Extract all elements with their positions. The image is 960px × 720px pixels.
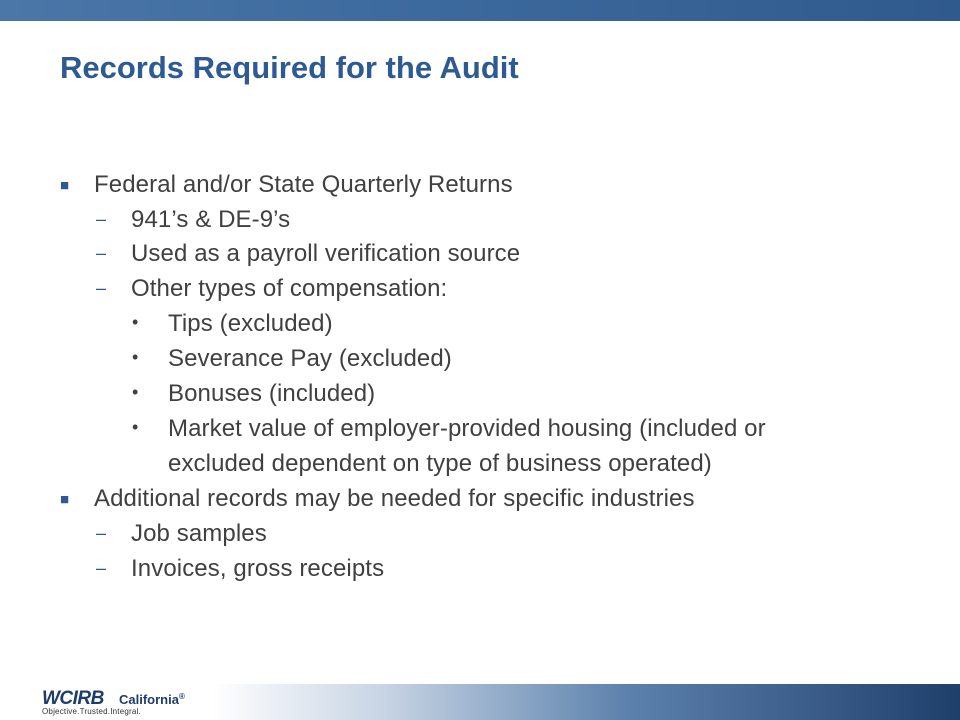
dash-bullet-icon: –	[96, 278, 107, 298]
bullet-text: Severance Pay (excluded)	[168, 345, 452, 372]
logo-region	[119, 692, 185, 707]
bullet-text: excluded dependent on type of business operated)	[168, 450, 712, 477]
dot-bullet-icon: •	[132, 347, 139, 367]
bullet-text: Job samples	[131, 520, 267, 547]
dash-bullet-icon: –	[96, 243, 107, 263]
registered-mark: ®	[178, 692, 185, 701]
bullet-text: Additional records may be needed for specific industries	[94, 485, 695, 512]
dot-bullet-icon: •	[132, 417, 139, 437]
logo-tagline: Objective.Trusted.Integral.	[42, 707, 141, 716]
slide-title: Records Required for the Audit	[60, 50, 519, 85]
bullet-text: Market value of employer-provided housing (included or	[168, 415, 766, 442]
logo-region-text: California	[119, 692, 179, 707]
bullet-text: Tips (excluded)	[168, 310, 333, 337]
dot-bullet-icon: •	[132, 312, 139, 332]
dash-bullet-icon: –	[96, 523, 107, 543]
logo-wordmark: WCIRB	[42, 688, 104, 709]
dash-bullet-icon: –	[96, 209, 107, 229]
bullet-text: Other types of compensation:	[131, 275, 448, 302]
square-bullet-icon: ■	[60, 177, 70, 194]
square-bullet-icon: ■	[60, 491, 70, 508]
bullet-text: Federal and/or State Quarterly Returns	[94, 171, 513, 198]
wcirb-logo	[42, 688, 222, 718]
dash-bullet-icon: –	[96, 558, 107, 578]
bullet-text: Bonuses (included)	[168, 380, 376, 407]
dot-bullet-icon: •	[132, 382, 139, 402]
bullet-text: Used as a payroll verification source	[131, 240, 521, 267]
bullet-text: 941’s & DE-9’s	[131, 206, 291, 233]
bullet-text: Invoices, gross receipts	[131, 555, 385, 582]
